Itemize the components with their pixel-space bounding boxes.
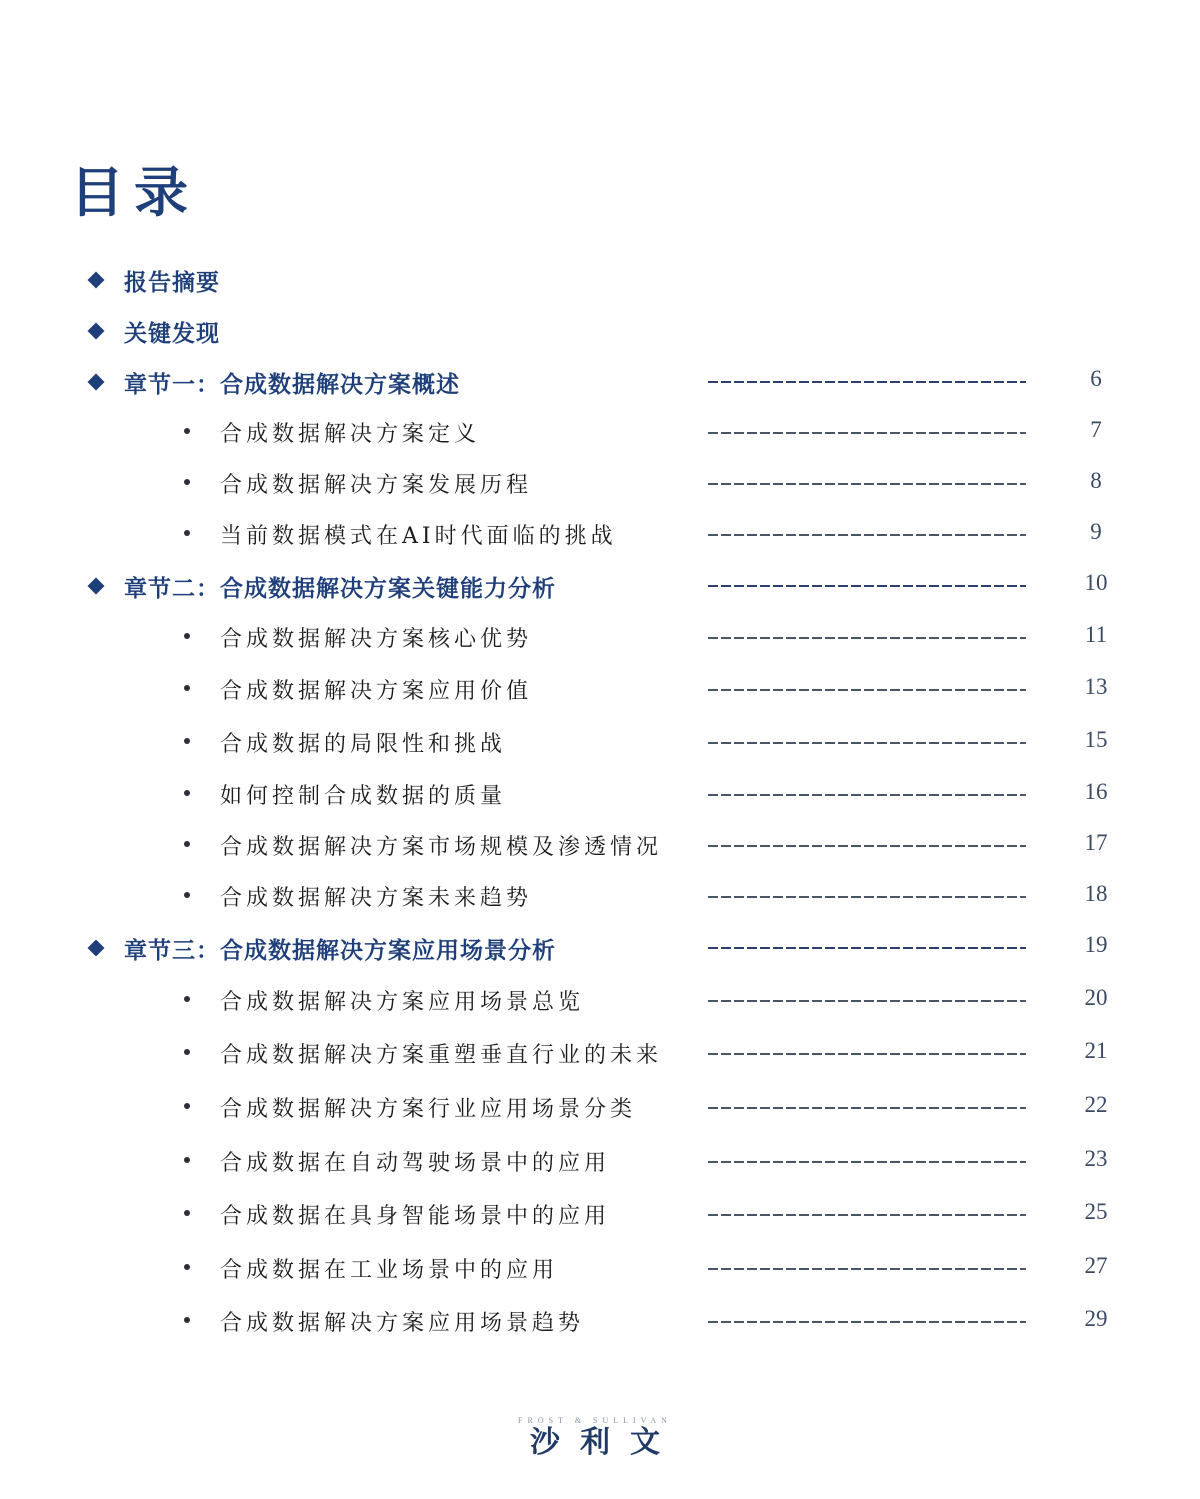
toc-chapter-1[interactable] xyxy=(0,364,1200,404)
toc-sub-item[interactable] xyxy=(0,415,1200,455)
bullet-dot-icon xyxy=(184,996,190,1002)
toc-page-number: 17 xyxy=(1084,830,1108,855)
dot-leader xyxy=(708,794,1026,796)
toc-page-number: 10 xyxy=(1084,570,1108,595)
toc-sub-label: 如何控制合成数据的质量 xyxy=(220,784,507,809)
diamond-bullet-icon xyxy=(88,940,105,957)
toc-page-number: 15 xyxy=(1084,727,1108,752)
diamond-bullet-icon xyxy=(88,272,105,289)
toc-sub-label: 当前数据模式在AI时代面临的挑战 xyxy=(220,524,617,549)
toc-sub-label: 合成数据解决方案应用场景趋势 xyxy=(220,1311,585,1336)
bullet-dot-icon xyxy=(184,479,190,485)
dot-leader xyxy=(708,432,1026,434)
page-title: 目录 xyxy=(70,160,198,224)
toc-sub-item[interactable] xyxy=(0,466,1200,506)
toc-sub-item[interactable] xyxy=(0,1036,1200,1076)
toc-page-number: 21 xyxy=(1084,1038,1108,1063)
toc-sub-item[interactable] xyxy=(0,879,1200,919)
bullet-dot-icon xyxy=(184,1103,190,1109)
dot-leader xyxy=(708,947,1026,949)
toc-page-number: 29 xyxy=(1084,1306,1108,1331)
frost-sullivan-logo xyxy=(505,1416,685,1461)
dot-leader xyxy=(708,896,1026,898)
bullet-dot-icon xyxy=(184,892,190,898)
toc-page-number: 25 xyxy=(1084,1199,1108,1224)
bullet-dot-icon xyxy=(184,685,190,691)
toc-sub-label: 合成数据解决方案应用价值 xyxy=(220,679,533,704)
toc-sub-label: 合成数据解决方案应用场景总览 xyxy=(220,990,585,1015)
toc-sub-label: 合成数据在工业场景中的应用 xyxy=(220,1258,559,1283)
bullet-dot-icon xyxy=(184,790,190,796)
toc-sub-label: 合成数据解决方案定义 xyxy=(220,422,481,447)
bullet-dot-icon xyxy=(184,1157,190,1163)
dot-leader xyxy=(708,534,1026,536)
toc-page-number: 7 xyxy=(1090,417,1102,442)
bullet-dot-icon xyxy=(184,633,190,639)
toc-chapter-label: 章节三：合成数据解决方案应用场景分析 xyxy=(124,937,556,964)
bullet-dot-icon xyxy=(184,428,190,434)
dot-leader xyxy=(708,585,1026,587)
toc-chapter-label: 章节一：合成数据解决方案概述 xyxy=(124,371,460,398)
dot-leader xyxy=(708,637,1026,639)
toc-page-number: 20 xyxy=(1084,985,1108,1010)
toc-chapter-label: 报告摘要 xyxy=(124,269,220,296)
toc-sub-label: 合成数据在自动驾驶场景中的应用 xyxy=(220,1151,611,1176)
toc-sub-label: 合成数据解决方案未来趋势 xyxy=(220,886,533,911)
dot-leader xyxy=(708,1268,1026,1270)
bullet-dot-icon xyxy=(184,530,190,536)
toc-sub-item[interactable] xyxy=(0,777,1200,817)
toc-page-number: 8 xyxy=(1090,468,1102,493)
diamond-bullet-icon xyxy=(88,374,105,391)
toc-chapter-key-findings[interactable] xyxy=(0,313,1200,353)
logo-english-text: FROST & SULLIVAN xyxy=(518,1416,672,1425)
dot-leader xyxy=(708,1053,1026,1055)
toc-sub-item[interactable] xyxy=(0,1304,1200,1344)
toc-sub-label: 合成数据解决方案发展历程 xyxy=(220,473,533,498)
toc-sub-label: 合成数据解决方案核心优势 xyxy=(220,627,533,652)
dot-leader xyxy=(708,689,1026,691)
toc-sub-item[interactable] xyxy=(0,1144,1200,1184)
toc-sub-item[interactable] xyxy=(0,1251,1200,1291)
toc-sub-item[interactable] xyxy=(0,828,1200,868)
toc-chapter-2[interactable] xyxy=(0,568,1200,608)
diamond-bullet-icon xyxy=(88,323,105,340)
toc-page-number: 16 xyxy=(1084,779,1108,804)
toc-page-number: 23 xyxy=(1084,1146,1108,1171)
toc-page-number: 27 xyxy=(1084,1253,1108,1278)
bullet-dot-icon xyxy=(184,1264,190,1270)
toc-sub-label: 合成数据解决方案重塑垂直行业的未来 xyxy=(220,1043,663,1068)
toc-page-number: 9 xyxy=(1090,519,1102,544)
toc-sub-item[interactable] xyxy=(0,1090,1200,1130)
toc-page-number: 19 xyxy=(1084,932,1108,957)
toc-page-number: 13 xyxy=(1084,674,1108,699)
toc-sub-item[interactable] xyxy=(0,1197,1200,1237)
toc-page-number: 22 xyxy=(1084,1092,1108,1117)
toc-sub-item[interactable] xyxy=(0,983,1200,1023)
dot-leader xyxy=(708,1000,1026,1002)
toc-sub-label: 合成数据解决方案行业应用场景分类 xyxy=(220,1097,637,1122)
dot-leader xyxy=(708,742,1026,744)
diamond-bullet-icon xyxy=(88,578,105,595)
toc-chapter-3[interactable] xyxy=(0,930,1200,970)
toc-sub-item[interactable] xyxy=(0,517,1200,557)
toc-sub-label: 合成数据解决方案市场规模及渗透情况 xyxy=(220,835,663,860)
toc-page-number: 6 xyxy=(1090,366,1102,391)
toc-chapter-label: 章节二：合成数据解决方案关键能力分析 xyxy=(124,575,556,602)
toc-sub-item[interactable] xyxy=(0,620,1200,660)
bullet-dot-icon xyxy=(184,1317,190,1323)
dot-leader xyxy=(708,1214,1026,1216)
dot-leader xyxy=(708,1161,1026,1163)
toc-chapter-summary[interactable] xyxy=(0,262,1200,302)
dot-leader xyxy=(708,1321,1026,1323)
toc-page-number: 18 xyxy=(1084,881,1108,906)
toc-sub-item[interactable] xyxy=(0,725,1200,765)
dot-leader xyxy=(708,1107,1026,1109)
toc-sub-label: 合成数据的局限性和挑战 xyxy=(220,732,507,757)
bullet-dot-icon xyxy=(184,1210,190,1216)
bullet-dot-icon xyxy=(184,1049,190,1055)
dot-leader xyxy=(708,483,1026,485)
bullet-dot-icon xyxy=(184,841,190,847)
toc-chapter-label: 关键发现 xyxy=(124,320,220,347)
dot-leader xyxy=(708,845,1026,847)
toc-sub-item[interactable] xyxy=(0,672,1200,712)
logo-chinese-text: 沙利文 xyxy=(530,1425,680,1460)
bullet-dot-icon xyxy=(184,738,190,744)
toc-page-number: 11 xyxy=(1084,622,1108,647)
dot-leader xyxy=(708,381,1026,383)
toc-sub-label: 合成数据在具身智能场景中的应用 xyxy=(220,1204,611,1229)
